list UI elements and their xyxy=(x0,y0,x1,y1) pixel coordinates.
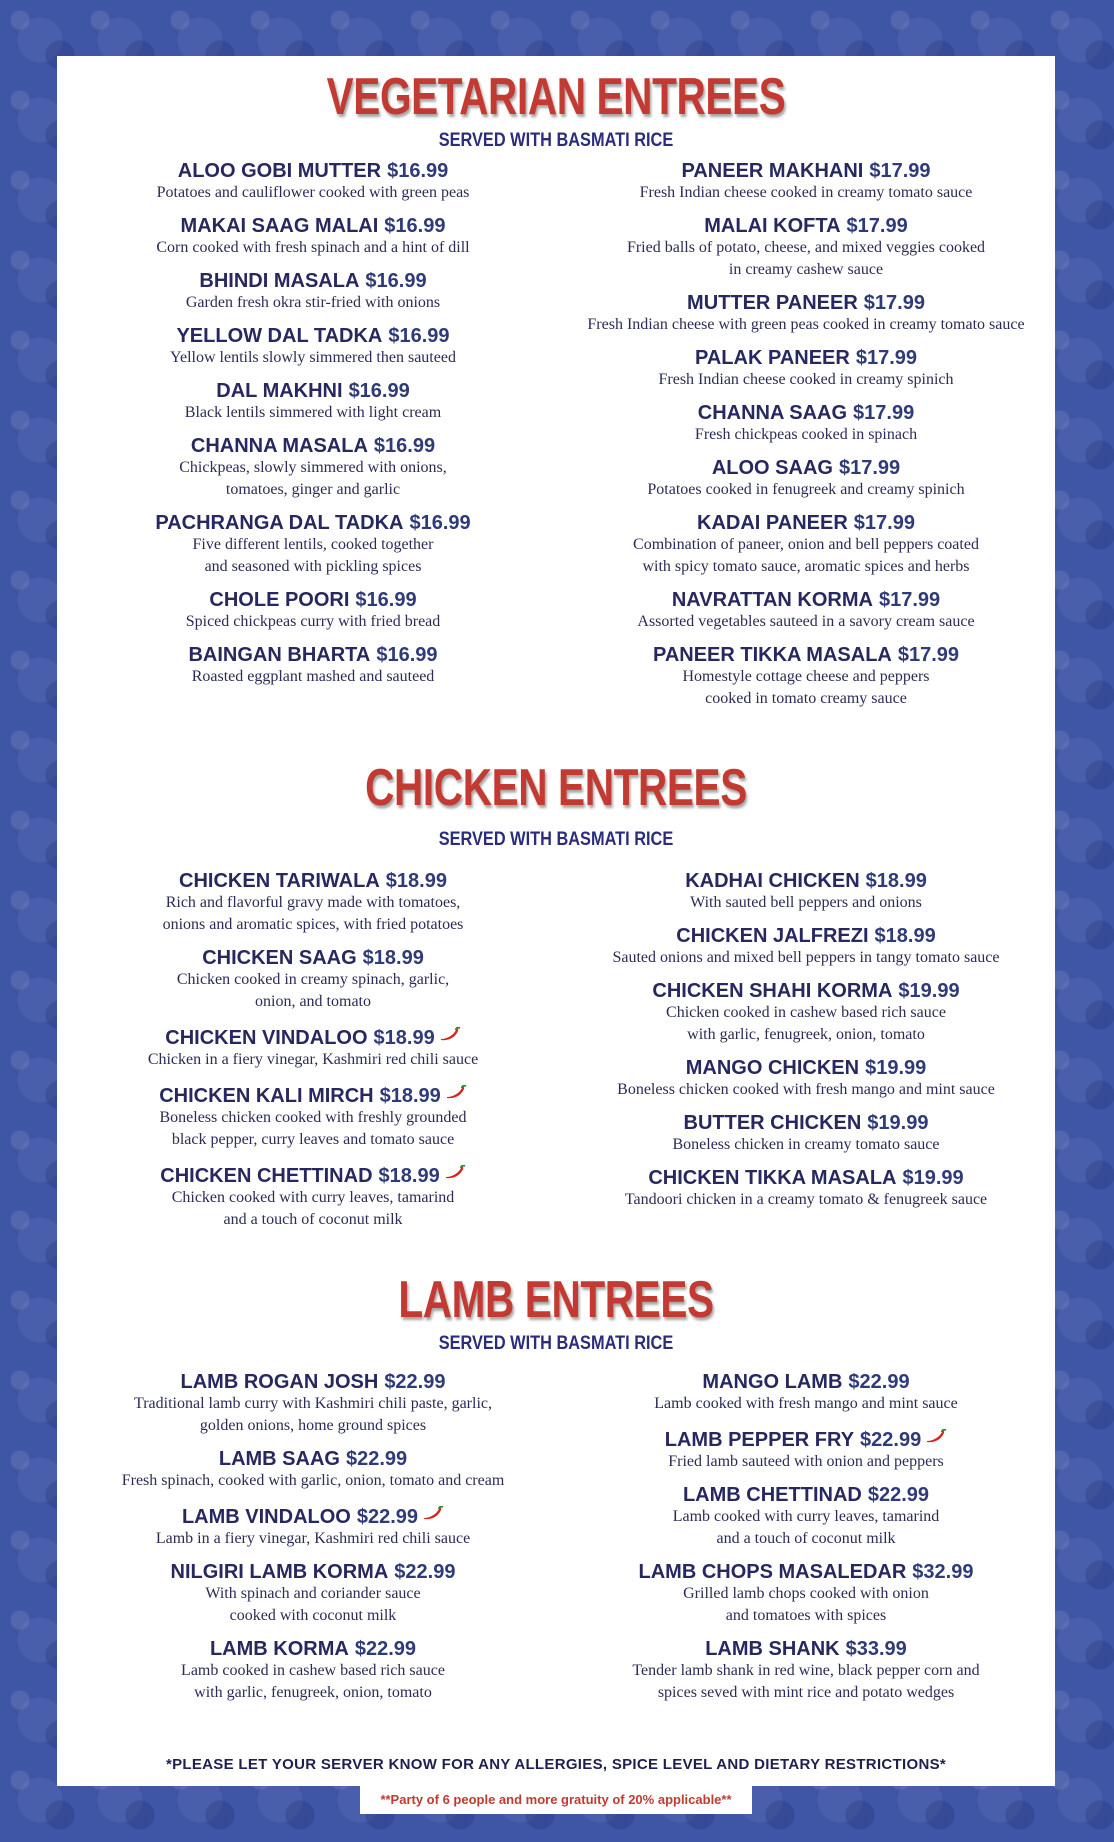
menu-item-price: $19.99 xyxy=(898,980,960,1002)
menu-item xyxy=(57,870,569,936)
menu-item-name: LAMB SHANK xyxy=(705,1638,840,1660)
menu-item-name: PANEER MAKHANI xyxy=(681,160,864,182)
menu-item xyxy=(57,435,569,501)
menu-item-description: Boneless chicken cooked with fresh mango and mint sauce xyxy=(617,1081,995,1098)
menu-item xyxy=(549,215,1063,281)
menu-item-description: Fried balls of potato, cheese, and mixed veggies cooked xyxy=(626,239,986,256)
menu-item-description: Assorted vegetables sauteed in a savory cream sauce xyxy=(637,613,975,630)
menu-item-description: Fresh Indian cheese cooked in creamy spinich xyxy=(658,371,954,388)
menu-item-heading xyxy=(549,512,1063,534)
menu-item xyxy=(549,1112,1063,1156)
menu-item xyxy=(57,1448,569,1492)
menu-item-name: BUTTER CHICKEN xyxy=(683,1112,862,1134)
menu-item-name: KADAI PANEER xyxy=(697,512,848,534)
menu-item-description: Boneless chicken in creamy tomato sauce xyxy=(672,1136,940,1153)
menu-item-name: NILGIRI LAMB KORMA xyxy=(170,1561,389,1583)
menu-item-description: Black lentils simmered with light cream xyxy=(184,404,442,421)
gratuity-note: **Party of 6 people and more gratuity of 20% applicable** xyxy=(360,1786,752,1814)
menu-item-name: YELLOW DAL TADKA xyxy=(176,325,383,347)
menu-item-name: LAMB VINDALOO xyxy=(181,1506,351,1528)
menu-item-heading xyxy=(549,160,1063,182)
menu-item-heading xyxy=(57,947,569,969)
menu-item-name: MANGO CHICKEN xyxy=(685,1057,860,1079)
menu-item-description: Lamb in a fiery vinegar, Kashmiri red chili sauce xyxy=(155,1530,471,1547)
menu-item-price: $17.99 xyxy=(869,160,931,182)
menu-item-price: $17.99 xyxy=(855,347,917,369)
menu-item-heading xyxy=(549,1057,1063,1079)
menu-item-heading xyxy=(549,292,1063,314)
menu-item-name: MALAI KOFTA xyxy=(704,215,841,237)
menu-item-description: spices seved with mint rice and potato wedges xyxy=(657,1684,955,1701)
menu-item-name: CHICKEN VINDALOO xyxy=(165,1027,368,1049)
lamb-title: LAMB ENTREES xyxy=(398,1271,714,1329)
menu-item-heading xyxy=(549,1561,1063,1583)
menu-item-name: ALOO GOBI MUTTER xyxy=(177,160,382,182)
menu-item-price: $17.99 xyxy=(863,292,925,314)
menu-item-price: $17.99 xyxy=(878,589,941,611)
menu-item-heading xyxy=(57,1082,569,1107)
menu-item-name: CHICKEN TARIWALA xyxy=(179,870,380,892)
menu-item-heading xyxy=(57,1638,569,1660)
menu-item xyxy=(549,1484,1063,1550)
menu-item-name: LAMB CHETTINAD xyxy=(682,1484,862,1506)
menu-item xyxy=(57,380,569,424)
menu-item xyxy=(57,1371,569,1437)
menu-item-price: $18.99 xyxy=(378,1165,440,1187)
menu-item-description: Lamb cooked with fresh mango and mint sauce xyxy=(654,1395,958,1412)
menu-item-description: and a touch of coconut milk xyxy=(223,1211,403,1228)
menu-item-price: $18.99 xyxy=(379,1085,441,1107)
menu-item xyxy=(549,589,1063,633)
menu-item-name: CHANNA MASALA xyxy=(190,435,368,457)
menu-item-description: Lamb cooked with curry leaves, tamarind xyxy=(672,1508,940,1525)
menu-item xyxy=(549,644,1063,710)
menu-item-name: LAMB KORMA xyxy=(209,1638,349,1660)
menu-item-heading xyxy=(57,215,569,237)
menu-item-name: MAKAI SAAG MALAI xyxy=(180,215,379,237)
menu-item-description: and tomatoes with spices xyxy=(725,1607,887,1624)
menu-item-description: Potatoes cooked in fenugreek and creamy spinich xyxy=(647,481,965,498)
vegetarian-left-column xyxy=(57,160,569,699)
menu-item-price: $16.99 xyxy=(373,435,436,457)
menu-item-description: Fresh spinach, cooked with garlic, onion, tomato and cream xyxy=(121,1472,505,1489)
menu-item xyxy=(549,347,1063,391)
vegetarian-right-column xyxy=(549,160,1063,721)
menu-item-price: $16.99 xyxy=(355,589,417,611)
menu-item-description: With sauted bell peppers and onions xyxy=(690,894,922,911)
menu-item-description: Fried lamb sauteed with onion and peppers xyxy=(668,1453,944,1470)
menu-item-description: Chicken cooked in cashew based rich sauce xyxy=(666,1004,946,1021)
menu-item-price: $22.99 xyxy=(394,1561,456,1583)
menu-item-heading xyxy=(57,1024,569,1049)
menu-item-heading xyxy=(57,1371,569,1393)
menu-item-price: $17.99 xyxy=(846,215,908,237)
menu-item-description: black pepper, curry leaves and tomato sauce xyxy=(171,1131,455,1148)
lamb-right-column xyxy=(549,1371,1063,1715)
menu-item xyxy=(57,1503,569,1550)
menu-item-description: Boneless chicken cooked with freshly grounded xyxy=(159,1109,467,1126)
menu-item-heading xyxy=(549,1426,1063,1451)
menu-item-price: $19.99 xyxy=(865,1057,927,1079)
menu-item xyxy=(57,1082,569,1151)
menu-item-price: $16.99 xyxy=(348,380,410,402)
menu-item-name: CHOLE POORI xyxy=(209,589,350,611)
menu-item-price: $17.99 xyxy=(853,512,915,534)
menu-item-heading xyxy=(549,1112,1063,1134)
menu-item xyxy=(549,457,1063,501)
menu-item-heading xyxy=(57,644,569,666)
menu-item-description: Tender lamb shank in red wine, black pepper corn and xyxy=(632,1662,980,1679)
menu-item-description: Roasted eggplant mashed and sauteed xyxy=(191,668,435,685)
chili-pepper-icon xyxy=(925,1426,947,1440)
chili-pepper-icon xyxy=(444,1162,466,1176)
menu-item-name: CHICKEN KALI MIRCH xyxy=(159,1085,374,1107)
menu-item-price: $33.99 xyxy=(845,1638,907,1660)
menu-item-name: BHINDI MASALA xyxy=(199,270,360,292)
menu-item-heading xyxy=(549,1371,1063,1393)
menu-item-heading xyxy=(57,1448,569,1470)
menu-item-price: $22.99 xyxy=(867,1484,930,1506)
menu-item-description: Traditional lamb curry with Kashmiri chili paste, garlic, xyxy=(134,1395,492,1412)
menu-item-heading xyxy=(549,589,1063,611)
menu-item xyxy=(549,1057,1063,1101)
menu-item-heading xyxy=(549,925,1063,947)
menu-item xyxy=(549,402,1063,446)
menu-item-heading xyxy=(549,980,1063,1002)
menu-item-description: Chicken cooked in creamy spinach, garlic, xyxy=(176,971,450,988)
menu-item xyxy=(549,512,1063,578)
menu-panel xyxy=(57,56,1055,1786)
menu-item-name: PALAK PANEER xyxy=(695,347,850,369)
menu-item-price: $19.99 xyxy=(867,1112,929,1134)
chicken-right-column xyxy=(549,870,1063,1222)
menu-item-name: MANGO LAMB xyxy=(702,1371,843,1393)
menu-item xyxy=(57,1561,569,1627)
menu-item-description: Chickpeas, slowly simmered with onions, xyxy=(179,459,447,476)
menu-item-heading xyxy=(549,402,1063,424)
menu-item-description: Corn cooked with fresh spinach and a hint of dill xyxy=(156,239,470,256)
menu-item xyxy=(57,160,569,204)
menu-item-description: and a touch of coconut milk xyxy=(716,1530,896,1547)
menu-item-price: $16.99 xyxy=(387,160,449,182)
menu-item-price: $19.99 xyxy=(902,1167,964,1189)
menu-item-heading xyxy=(57,1561,569,1583)
chili-pepper-icon xyxy=(445,1082,467,1096)
chicken-title: CHICKEN ENTREES xyxy=(365,759,747,817)
menu-item-heading xyxy=(549,1484,1063,1506)
menu-item-heading xyxy=(549,1167,1063,1189)
menu-item-price: $17.99 xyxy=(897,644,960,666)
menu-item-heading xyxy=(57,380,569,402)
menu-item-heading xyxy=(57,1503,569,1528)
menu-item-heading xyxy=(57,870,569,892)
menu-item-description: golden onions, home ground spices xyxy=(199,1417,427,1434)
menu-item-description: with garlic, fenugreek, onion, tomato xyxy=(194,1684,432,1701)
menu-item-description: cooked with coconut milk xyxy=(229,1607,397,1624)
menu-item-price: $16.99 xyxy=(365,270,427,292)
menu-item-price: $32.99 xyxy=(912,1561,974,1583)
menu-item-price: $22.99 xyxy=(384,1371,446,1393)
menu-item xyxy=(549,980,1063,1046)
menu-item-description: cooked in tomato creamy sauce xyxy=(705,690,907,707)
menu-item-price: $17.99 xyxy=(853,402,915,424)
menu-item-name: CHICKEN TIKKA MASALA xyxy=(648,1167,897,1189)
menu-item xyxy=(57,1638,569,1704)
menu-item-name: LAMB CHOPS MASALEDAR xyxy=(638,1561,907,1583)
menu-item-description: Five different lentils, cooked together xyxy=(192,536,434,553)
menu-item-description: Homestyle cottage cheese and peppers xyxy=(682,668,930,685)
menu-item-heading xyxy=(549,347,1063,369)
menu-item xyxy=(549,292,1063,336)
menu-item-price: $22.99 xyxy=(860,1429,922,1451)
menu-item-heading xyxy=(57,325,569,347)
lamb-left-column xyxy=(57,1371,569,1715)
menu-item-description: Tandoori chicken in a creamy tomato & fenugreek sauce xyxy=(624,1191,988,1208)
menu-item-name: LAMB ROGAN JOSH xyxy=(180,1371,379,1393)
menu-item-description: Chicken cooked with curry leaves, tamarind xyxy=(171,1189,455,1206)
menu-item xyxy=(549,1426,1063,1473)
menu-item-heading xyxy=(57,589,569,611)
menu-item xyxy=(57,947,569,1013)
menu-item-price: $17.99 xyxy=(838,457,901,479)
menu-item-name: MUTTER PANEER xyxy=(687,292,858,314)
menu-item-price: $16.99 xyxy=(388,325,450,347)
menu-item-description: Garden fresh okra stir-fried with onions xyxy=(185,294,441,311)
menu-item-price: $22.99 xyxy=(356,1506,419,1528)
menu-item-description: onions and aromatic spices, with fried potatoes xyxy=(162,916,464,933)
menu-item-heading xyxy=(57,512,569,534)
chicken-left-column xyxy=(57,870,569,1242)
menu-item-price: $18.99 xyxy=(865,870,927,892)
menu-item xyxy=(57,644,569,688)
lamb-subtitle: SERVED WITH BASMATI RICE xyxy=(438,1333,674,1354)
menu-item xyxy=(549,160,1063,204)
vegetarian-title: VEGETARIAN ENTREES xyxy=(326,68,786,126)
menu-item-description: and seasoned with pickling spices xyxy=(204,558,422,575)
menu-item xyxy=(57,215,569,259)
menu-item-price: $16.99 xyxy=(409,512,471,534)
menu-item-name: LAMB PEPPER FRY xyxy=(664,1429,855,1451)
menu-item-name: CHICKEN CHETTINAD xyxy=(160,1165,373,1187)
menu-item xyxy=(57,589,569,633)
menu-item-heading xyxy=(549,457,1063,479)
menu-item-description: tomatoes, ginger and garlic xyxy=(225,481,401,498)
menu-item-heading xyxy=(549,644,1063,666)
menu-item xyxy=(57,1024,569,1071)
menu-item-description: onion, and tomato xyxy=(255,993,371,1010)
menu-item-name: CHANNA SAAG xyxy=(697,402,848,424)
menu-item-heading xyxy=(549,215,1063,237)
menu-item-price: $18.99 xyxy=(373,1027,435,1049)
menu-item-heading xyxy=(549,870,1063,892)
menu-item-price: $16.99 xyxy=(384,215,446,237)
menu-item-price: $22.99 xyxy=(345,1448,408,1470)
menu-item-description: Grilled lamb chops cooked with onion xyxy=(683,1585,929,1602)
vegetarian-subtitle: SERVED WITH BASMATI RICE xyxy=(438,130,674,151)
menu-item-description: with spicy tomato sauce, aromatic spices and herbs xyxy=(642,558,970,575)
menu-item-description: Fresh Indian cheese with green peas cooked in creamy tomato sauce xyxy=(587,316,1025,333)
menu-item-description: Potatoes and cauliflower cooked with green peas xyxy=(156,184,470,201)
menu-item-name: PANEER TIKKA MASALA xyxy=(652,644,892,666)
menu-item-name: DAL MAKHNI xyxy=(216,380,343,402)
menu-item-heading xyxy=(57,160,569,182)
menu-item xyxy=(549,925,1063,969)
menu-item-description: Rich and flavorful gravy made with tomatoes, xyxy=(165,894,461,911)
menu-item-price: $18.99 xyxy=(385,870,447,892)
menu-item-name: PACHRANGA DAL TADKA xyxy=(155,512,404,534)
menu-item-description: with garlic, fenugreek, onion, tomato xyxy=(687,1026,925,1043)
chili-pepper-icon xyxy=(439,1024,461,1038)
menu-item-heading xyxy=(57,435,569,457)
allergy-note: *PLEASE LET YOUR SERVER KNOW FOR ANY ALLERGIES, SPICE LEVEL AND DIETARY RESTRICTIONS* xyxy=(165,1756,947,1773)
menu-item-description: in creamy cashew sauce xyxy=(728,261,884,278)
menu-item-price: $18.99 xyxy=(874,925,936,947)
menu-item-price: $22.99 xyxy=(848,1371,910,1393)
menu-item-description: Combination of paneer, onion and bell peppers coated xyxy=(633,536,979,553)
menu-item xyxy=(549,870,1063,914)
menu-item-description: Lamb cooked in cashew based rich sauce xyxy=(181,1662,445,1679)
menu-item-name: KADHAI CHICKEN xyxy=(685,870,860,892)
menu-item-description: Fresh Indian cheese cooked in creamy tomato sauce xyxy=(639,184,973,201)
menu-item-name: ALOO SAAG xyxy=(711,457,833,479)
menu-item xyxy=(57,325,569,369)
chili-pepper-icon xyxy=(422,1503,444,1517)
menu-item-description: With spinach and coriander sauce xyxy=(205,1585,421,1602)
menu-item-heading xyxy=(57,1162,569,1187)
menu-item xyxy=(549,1167,1063,1211)
menu-item-description: Chicken in a fiery vinegar, Kashmiri red chili sauce xyxy=(147,1051,479,1068)
menu-item-description: Yellow lentils slowly simmered then sauteed xyxy=(170,349,456,366)
menu-item-description: Sauted onions and mixed bell peppers in tangy tomato sauce xyxy=(612,949,1000,966)
menu-item xyxy=(57,270,569,314)
menu-item-heading xyxy=(549,1638,1063,1660)
menu-item xyxy=(549,1371,1063,1415)
menu-item xyxy=(549,1638,1063,1704)
menu-item-description: Fresh chickpeas cooked in spinach xyxy=(694,426,918,443)
menu-item-name: CHICKEN SAAG xyxy=(202,947,357,969)
menu-item-price: $18.99 xyxy=(362,947,424,969)
menu-item-heading xyxy=(57,270,569,292)
menu-item-name: CHICKEN JALFREZI xyxy=(676,925,869,947)
menu-item-price: $16.99 xyxy=(376,644,438,666)
menu-item-price: $22.99 xyxy=(354,1638,417,1660)
menu-item xyxy=(549,1561,1063,1627)
menu-item xyxy=(57,512,569,578)
chicken-subtitle: SERVED WITH BASMATI RICE xyxy=(438,829,674,850)
menu-item-description: Spiced chickpeas curry with fried bread xyxy=(185,613,441,630)
menu-item-name: LAMB SAAG xyxy=(218,1448,340,1470)
menu-item-name: NAVRATTAN KORMA xyxy=(671,589,873,611)
menu-item-name: BAINGAN BHARTA xyxy=(188,644,371,666)
menu-item-name: CHICKEN SHAHI KORMA xyxy=(652,980,893,1002)
menu-item xyxy=(57,1162,569,1231)
